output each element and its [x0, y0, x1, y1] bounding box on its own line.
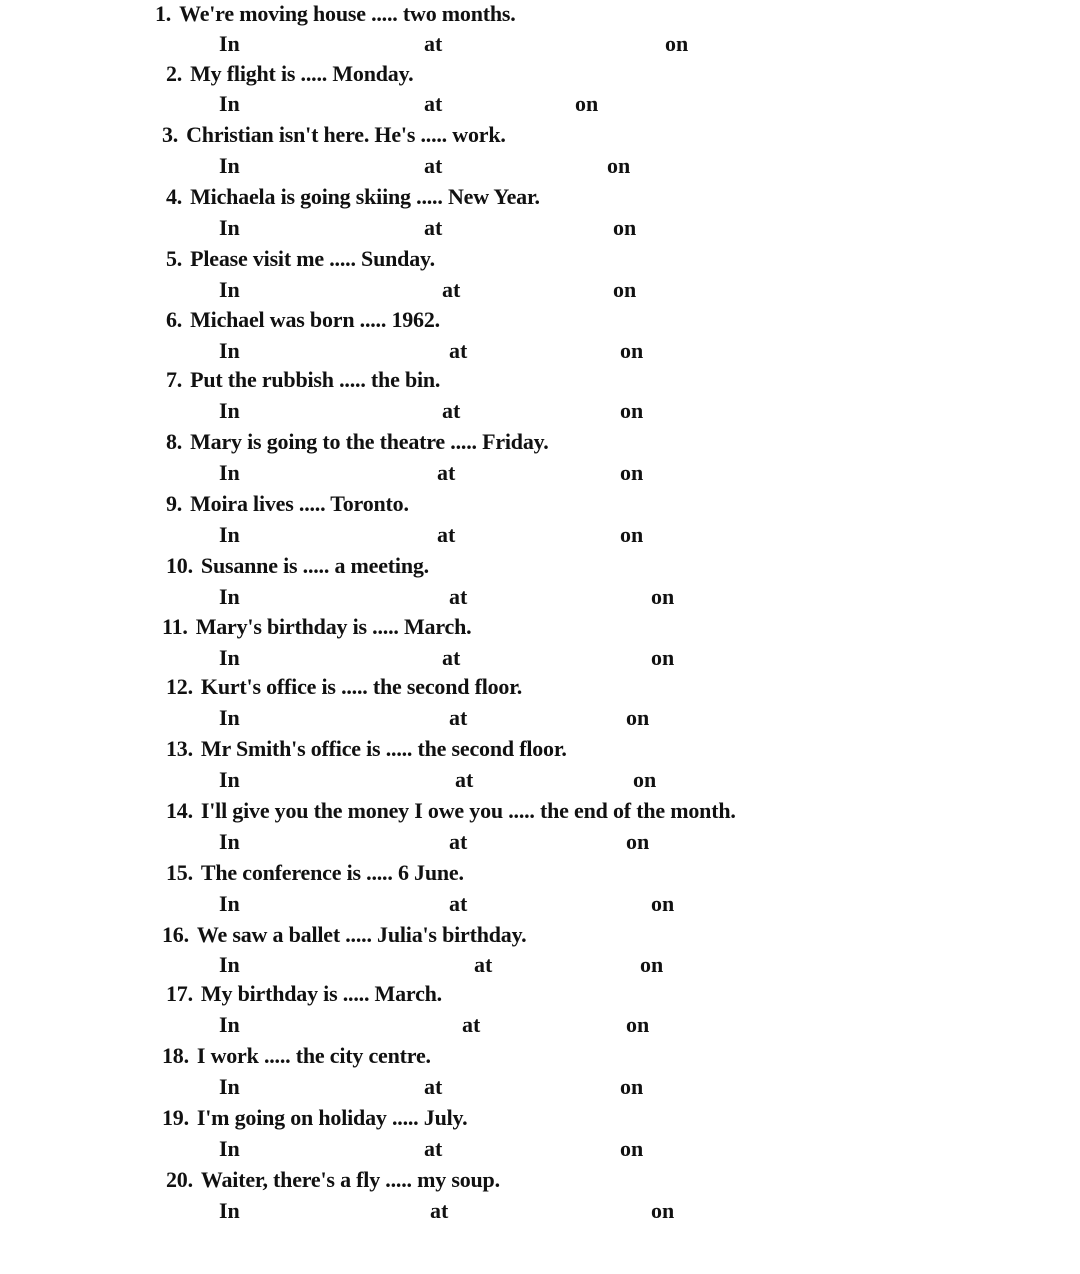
- question-number: 12.: [166, 674, 193, 699]
- option-at[interactable]: at: [462, 1012, 481, 1037]
- option-at[interactable]: at: [449, 891, 468, 916]
- option-on[interactable]: on: [620, 522, 644, 547]
- question-19: [162, 1104, 467, 1132]
- option-in[interactable]: In: [219, 1074, 240, 1099]
- question-text: Kurt's office is ..... the second floor.: [200, 674, 523, 699]
- option-at[interactable]: at: [424, 215, 443, 240]
- option-at[interactable]: at: [424, 1074, 443, 1099]
- option-at[interactable]: at: [424, 91, 443, 116]
- question-11: [162, 613, 471, 641]
- option-in[interactable]: In: [219, 829, 240, 854]
- option-in[interactable]: In: [219, 460, 240, 485]
- question-18: [162, 1042, 431, 1070]
- question-text: Put the rubbish ..... the bin.: [190, 367, 441, 392]
- question-number: 13.: [166, 736, 193, 761]
- option-on[interactable]: on: [640, 952, 664, 977]
- question-number: 20.: [166, 1167, 193, 1192]
- question-5: [166, 245, 435, 273]
- option-in[interactable]: In: [219, 584, 240, 609]
- option-in[interactable]: In: [219, 645, 240, 670]
- option-on[interactable]: on: [651, 645, 675, 670]
- option-in[interactable]: In: [219, 153, 240, 178]
- question-number: 14.: [166, 798, 193, 823]
- question-number: 5.: [166, 246, 183, 271]
- option-on[interactable]: on: [626, 1012, 650, 1037]
- question-text: Mr Smith's office is ..... the second floor.: [200, 736, 567, 761]
- question-text: Moira lives ..... Toronto.: [190, 491, 409, 516]
- option-in[interactable]: In: [219, 1136, 240, 1161]
- question-text: Please visit me ..... Sunday.: [190, 246, 435, 271]
- question-text: Waiter, there's a fly ..... my soup.: [200, 1167, 500, 1192]
- option-on[interactable]: on: [651, 1198, 675, 1223]
- question-number: 16.: [162, 922, 189, 947]
- question-1: [155, 0, 516, 28]
- question-9: [166, 490, 409, 518]
- option-in[interactable]: In: [219, 1012, 240, 1037]
- option-on[interactable]: on: [613, 277, 637, 302]
- option-on[interactable]: on: [651, 584, 675, 609]
- option-at[interactable]: at: [449, 338, 468, 363]
- question-number: 15.: [166, 860, 193, 885]
- question-text: I work ..... the city centre.: [196, 1043, 431, 1068]
- option-at[interactable]: at: [437, 460, 456, 485]
- option-at[interactable]: at: [442, 645, 461, 670]
- question-text: We saw a ballet ..... Julia's birthday.: [196, 922, 527, 947]
- option-in[interactable]: In: [219, 705, 240, 730]
- option-on[interactable]: on: [633, 767, 657, 792]
- option-on[interactable]: on: [626, 829, 650, 854]
- question-text: My flight is ..... Monday.: [190, 61, 414, 86]
- option-on[interactable]: on: [620, 460, 644, 485]
- option-at[interactable]: at: [449, 584, 468, 609]
- question-text: The conference is ..... 6 June.: [200, 860, 464, 885]
- option-in[interactable]: In: [219, 31, 240, 56]
- question-number: 19.: [162, 1105, 189, 1130]
- question-number: 7.: [166, 367, 183, 392]
- question-number: 2.: [166, 61, 183, 86]
- question-text: Michael was born ..... 1962.: [190, 307, 440, 332]
- option-at[interactable]: at: [455, 767, 474, 792]
- question-number: 10.: [166, 553, 193, 578]
- question-number: 6.: [166, 307, 183, 332]
- question-text: Mary's birthday is ..... March.: [195, 614, 472, 639]
- option-in[interactable]: In: [219, 522, 240, 547]
- option-in[interactable]: In: [219, 277, 240, 302]
- question-13: [166, 735, 567, 763]
- question-number: 17.: [166, 981, 193, 1006]
- option-in[interactable]: In: [219, 215, 240, 240]
- option-on[interactable]: on: [665, 31, 689, 56]
- option-at[interactable]: at: [442, 398, 461, 423]
- question-number: 11.: [162, 614, 188, 639]
- question-text: Susanne is ..... a meeting.: [200, 553, 429, 578]
- option-in[interactable]: In: [219, 891, 240, 916]
- option-on[interactable]: on: [620, 398, 644, 423]
- option-in[interactable]: In: [219, 91, 240, 116]
- question-number: 18.: [162, 1043, 189, 1068]
- option-at[interactable]: at: [430, 1198, 449, 1223]
- question-text: Mary is going to the theatre ..... Friday.: [190, 429, 549, 454]
- option-on[interactable]: on: [651, 891, 675, 916]
- question-14: [166, 797, 736, 825]
- question-text: My birthday is ..... March.: [200, 981, 442, 1006]
- option-at[interactable]: at: [424, 31, 443, 56]
- question-number: 4.: [166, 184, 183, 209]
- option-on[interactable]: on: [626, 705, 650, 730]
- question-17: [166, 980, 442, 1008]
- question-16: [162, 921, 527, 949]
- question-text: I'll give you the money I owe you ..... the end of the month.: [200, 798, 736, 823]
- question-20: [166, 1166, 500, 1194]
- option-at[interactable]: at: [424, 1136, 443, 1161]
- option-at[interactable]: at: [437, 522, 456, 547]
- question-3: [162, 121, 506, 149]
- question-number: 3.: [162, 122, 179, 147]
- question-12: [166, 673, 522, 701]
- question-10: [166, 552, 429, 580]
- question-2: [166, 60, 413, 88]
- option-at[interactable]: at: [474, 952, 493, 977]
- question-15: [166, 859, 464, 887]
- question-number: 1.: [155, 1, 172, 26]
- question-text: I'm going on holiday ..... July.: [196, 1105, 468, 1130]
- option-in[interactable]: In: [219, 1198, 240, 1223]
- option-in[interactable]: In: [219, 952, 240, 977]
- question-number: 9.: [166, 491, 183, 516]
- question-text: We're moving house ..... two months.: [179, 1, 516, 26]
- option-on[interactable]: on: [607, 153, 631, 178]
- question-4: [166, 183, 540, 211]
- question-text: Christian isn't here. He's ..... work.: [186, 122, 506, 147]
- option-on[interactable]: on: [613, 215, 637, 240]
- question-number: 8.: [166, 429, 183, 454]
- question-text: Michaela is going skiing ..... New Year.: [190, 184, 540, 209]
- question-8: [166, 428, 549, 456]
- option-in[interactable]: In: [219, 767, 240, 792]
- option-on[interactable]: on: [620, 1136, 644, 1161]
- option-at[interactable]: at: [449, 829, 468, 854]
- option-at[interactable]: at: [449, 705, 468, 730]
- option-on[interactable]: on: [620, 1074, 644, 1099]
- option-in[interactable]: In: [219, 398, 240, 423]
- option-on[interactable]: on: [620, 338, 644, 363]
- option-at[interactable]: at: [442, 277, 461, 302]
- option-on[interactable]: on: [575, 91, 599, 116]
- option-at[interactable]: at: [424, 153, 443, 178]
- option-in[interactable]: In: [219, 338, 240, 363]
- question-7: [166, 366, 440, 394]
- question-6: [166, 306, 440, 334]
